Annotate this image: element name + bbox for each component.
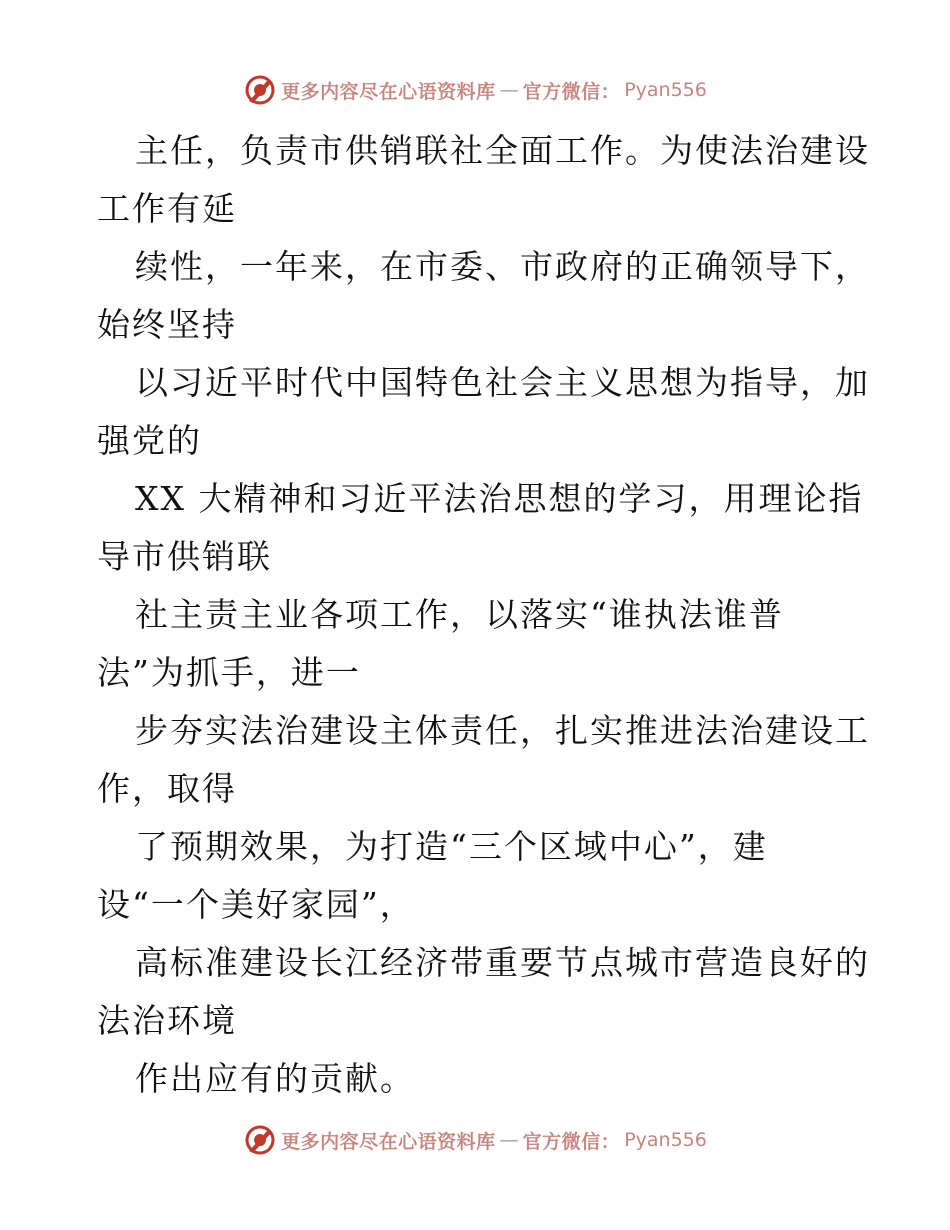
footer-banner <box>0 1120 950 1160</box>
paragraph-line-continued: 法”为抓手，进一 <box>97 653 361 692</box>
paragraph <box>97 702 870 818</box>
paragraph-line: 主任，负责市供销联社全面工作。为使法治建设 <box>135 131 870 170</box>
brand-logo-icon <box>243 1123 277 1157</box>
paragraph-line-continued: 法治环境 <box>97 1001 237 1040</box>
footer-brand-text: 更多内容尽在心语资料库 <box>281 1130 496 1153</box>
paragraph-line-continued: 始终坚持 <box>97 305 237 344</box>
paragraph <box>97 470 867 586</box>
footer-wechat-id: Pyan556 <box>624 1129 707 1151</box>
paragraph-line-continued: 设“一个美好家园”， <box>97 885 415 924</box>
paragraph-line-continued: 强党的 <box>97 421 202 460</box>
paragraph <box>97 934 870 1050</box>
header-banner <box>0 70 950 110</box>
paragraph-line: 续性，一年来，在市委、市政府的正确领导下， <box>135 247 870 286</box>
paragraph <box>97 1050 867 1108</box>
paragraph-line: 高标准建设长江经济带重要节点城市营造良好的 <box>135 943 870 982</box>
header-brand-text: 更多内容尽在心语资料库 <box>281 80 496 103</box>
footer-separator: — <box>499 1129 519 1151</box>
paragraph-line-continued: 工作有延 <box>97 189 237 228</box>
paragraph <box>97 354 870 470</box>
brand-logo-icon <box>243 73 277 107</box>
paragraph-line: 了预期效果，为打造“三个区域中心”，建 <box>135 827 768 866</box>
paragraph-line: 作出应有的贡献。 <box>135 1059 415 1098</box>
footer-wechat-label: 官方微信： <box>522 1130 621 1153</box>
header-wechat-id: Pyan556 <box>624 79 707 101</box>
paragraph-line: 以习近平时代中国特色社会主义思想为指导，加 <box>135 363 870 402</box>
paragraph <box>97 122 870 238</box>
paragraph <box>97 586 867 702</box>
paragraph-line: 步夯实法治建设主体责任，扎实推进法治建设工 <box>135 711 870 750</box>
header-separator: — <box>499 79 519 101</box>
paragraph-line: XX 大精神和习近平法治思想的学习，用理论指 <box>135 479 864 518</box>
paragraph <box>97 238 870 354</box>
paragraph-line: 社主责主业各项工作，以落实“谁执法谁普 <box>135 595 784 634</box>
header-wechat-label: 官方微信： <box>522 80 621 103</box>
paragraph-line-continued: 作，取得 <box>97 769 237 808</box>
paragraph-line-continued: 导市供销联 <box>97 537 272 576</box>
document-body <box>97 122 870 1108</box>
paragraph <box>97 818 867 934</box>
